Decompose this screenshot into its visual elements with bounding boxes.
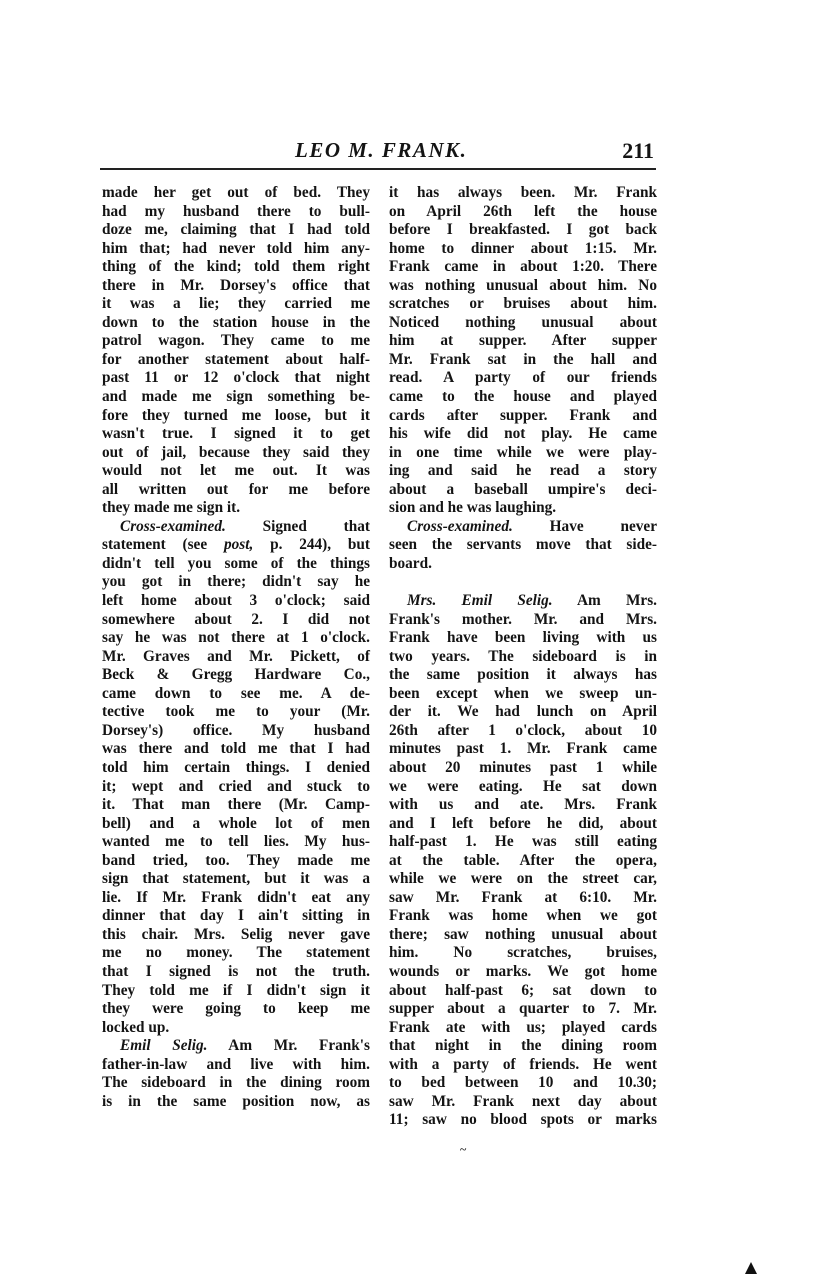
text-line	[389, 796, 657, 815]
line-text: the same position it always has	[389, 666, 657, 684]
text-line	[102, 388, 370, 407]
text-line	[102, 462, 370, 481]
text-line	[102, 499, 370, 518]
text-line	[102, 944, 370, 963]
text-line	[102, 740, 370, 759]
text-line	[389, 870, 657, 889]
text-line	[102, 963, 370, 982]
text-line	[389, 944, 657, 963]
text-line	[389, 277, 657, 296]
left-column	[102, 184, 370, 1111]
line-text: wanted me to tell lies. My hus-	[102, 833, 370, 851]
line-text: on April 26th left the house	[389, 202, 657, 220]
line-text: saw Mr. Frank next day about	[389, 1092, 657, 1110]
text-line	[389, 555, 657, 574]
line-text: fore they turned me loose, but it	[102, 406, 370, 424]
line-text: while we were on the street car,	[389, 870, 657, 888]
line-prefix: statement (see	[102, 536, 224, 554]
text-line	[102, 221, 370, 240]
text-line	[102, 444, 370, 463]
text-line	[102, 1074, 370, 1093]
text-line	[389, 592, 657, 611]
text-line	[389, 1056, 657, 1075]
line-text: is in the same position now, as	[102, 1092, 370, 1110]
text-line	[389, 444, 657, 463]
line-text: wounds or marks. We got home	[389, 962, 657, 980]
line-text: saw Mr. Frank at 6:10. Mr.	[389, 888, 657, 906]
text-line	[102, 295, 370, 314]
text-line	[102, 870, 370, 889]
line-text: about half-past 6; sat down to	[389, 981, 657, 999]
text-line	[389, 740, 657, 759]
text-line	[389, 611, 657, 630]
line-text: ing and said he read a story	[389, 462, 657, 480]
line-text: his wife did not play. He came	[389, 425, 657, 443]
line-text: Frank ate with us; played cards	[389, 1018, 657, 1036]
text-line	[102, 555, 370, 574]
text-line	[389, 462, 657, 481]
italic-lead: Mrs. Emil Selig.	[407, 592, 553, 610]
line-text: Mr. Frank sat in the hall and	[389, 350, 657, 368]
line-text: that night in the dining room	[389, 1037, 657, 1055]
line-text: made her get out of bed. They	[102, 184, 370, 201]
line-text: board.	[389, 554, 432, 572]
line-text: to bed between 10 and 10.30;	[389, 1074, 657, 1092]
text-line	[102, 759, 370, 778]
text-line	[389, 221, 657, 240]
line-text: for another statement about half-	[102, 350, 370, 368]
header-rule	[100, 168, 656, 170]
text-line	[389, 369, 657, 388]
line-text: left home about 3 o'clock; said	[102, 592, 370, 610]
text-line	[389, 518, 657, 537]
italic-lead: Cross-examined.	[120, 517, 226, 535]
footer-mark: ~	[460, 1142, 467, 1156]
text-line	[389, 982, 657, 1001]
text-line	[102, 907, 370, 926]
line-text: seen the servants move that side-	[389, 536, 657, 554]
line-text: They told me if I didn't sign it	[102, 981, 370, 999]
line-text: say he was not there at 1 o'clock.	[102, 629, 370, 647]
line-text: there; saw nothing unusual about	[389, 925, 657, 943]
line-text: it has always been. Mr. Frank	[389, 184, 657, 201]
line-text: sion and he was laughing.	[389, 499, 557, 517]
line-text: wasn't true. I signed it to get	[102, 425, 370, 443]
text-line	[389, 1093, 657, 1112]
page-number: 211	[622, 138, 654, 163]
line-text: down to the station house in the	[102, 313, 370, 331]
line-text: Frank was home when we got	[389, 907, 657, 925]
line-text: told him certain things. I denied	[102, 758, 370, 776]
text-line	[389, 184, 657, 203]
text-line	[389, 573, 657, 592]
text-line	[389, 258, 657, 277]
text-line	[389, 907, 657, 926]
text-line	[389, 332, 657, 351]
text-line	[389, 703, 657, 722]
line-text: they made me sign it.	[102, 499, 241, 517]
line-text: was there and told me that I had	[102, 740, 370, 758]
text-line	[389, 388, 657, 407]
italic-lead: Cross-examined.	[407, 517, 513, 535]
text-line	[389, 722, 657, 741]
text-line	[102, 1019, 370, 1038]
line-text: Noticed nothing unusual about	[389, 313, 657, 331]
line-text: half-past 1. He was still eating	[389, 833, 657, 851]
line-text: bell) and a whole lot of men	[102, 814, 370, 832]
text-line	[389, 852, 657, 871]
line-text: and I left before he did, about	[389, 814, 657, 832]
line-text: thing of the kind; told them right	[102, 258, 370, 276]
line-text: Dorsey's) office. My husband	[102, 721, 370, 739]
text-line	[102, 314, 370, 333]
line-text: lie. If Mr. Frank didn't eat any	[102, 888, 370, 906]
line-text: supper about a quarter to 7. Mr.	[389, 1000, 657, 1018]
line-text: him. No scratches, bruises,	[389, 944, 657, 962]
text-line	[102, 629, 370, 648]
line-text: read. A party of our friends	[389, 369, 657, 387]
line-text: me no money. The statement	[102, 944, 370, 962]
text-line	[102, 407, 370, 426]
line-text: Beck & Gregg Hardware Co.,	[102, 666, 370, 684]
text-line	[389, 759, 657, 778]
line-text: doze me, claiming that I had told	[102, 221, 370, 239]
line-text: we were eating. He sat down	[389, 777, 657, 795]
line-text: at the table. After the opera,	[389, 851, 657, 869]
text-line	[389, 815, 657, 834]
text-line	[102, 722, 370, 741]
text-line	[102, 592, 370, 611]
line-text: it; wept and cried and stuck to	[102, 777, 370, 795]
text-line	[102, 1037, 370, 1056]
line-text: dinner that day I ain't sitting in	[102, 907, 370, 925]
text-line	[389, 629, 657, 648]
line-text: cards after supper. Frank and	[389, 406, 657, 424]
line-text: 26th after 1 o'clock, about 10	[389, 721, 657, 739]
text-line	[102, 425, 370, 444]
line-text: Frank have been living with us	[389, 629, 657, 647]
text-line	[102, 277, 370, 296]
text-line	[102, 1056, 370, 1075]
text-line	[389, 1000, 657, 1019]
text-line	[102, 1093, 370, 1112]
line-text: der it. We had lunch on April	[389, 703, 657, 721]
text-line	[389, 889, 657, 908]
line-text: patrol wagon. They came to me	[102, 332, 370, 350]
text-line	[389, 963, 657, 982]
line-text: Am Mr. Frank's	[207, 1037, 370, 1055]
line-text: this chair. Mrs. Selig never gave	[102, 925, 370, 943]
text-line	[389, 407, 657, 426]
text-line	[102, 815, 370, 834]
line-text: scratches or bruises about him.	[389, 295, 657, 313]
line-text: came down to see me. A de-	[102, 684, 370, 702]
line-text: p. 244), but	[253, 536, 370, 554]
text-line	[102, 778, 370, 797]
text-line	[389, 481, 657, 500]
text-line	[102, 685, 370, 704]
text-line	[389, 685, 657, 704]
line-text: him that; had never told him any-	[102, 239, 370, 257]
text-line	[389, 351, 657, 370]
line-text: sign that statement, but it was a	[102, 870, 370, 888]
text-line	[102, 852, 370, 871]
text-line	[102, 351, 370, 370]
line-text: Signed that	[225, 517, 370, 535]
text-line	[102, 889, 370, 908]
line-text: past 11 or 12 o'clock that night	[102, 369, 370, 387]
text-line	[102, 203, 370, 222]
line-text: didn't tell you some of the things	[102, 554, 370, 572]
text-line	[389, 833, 657, 852]
text-line	[102, 648, 370, 667]
text-line	[389, 240, 657, 259]
text-line	[389, 778, 657, 797]
line-text: would not let me out. It was	[102, 462, 370, 480]
italic-lead: Emil Selig.	[120, 1037, 208, 1055]
line-text: tective took me to your (Mr.	[102, 703, 370, 721]
text-line	[102, 1000, 370, 1019]
line-text: there in Mr. Dorsey's office that	[102, 276, 370, 294]
line-text: home to dinner about 1:15. Mr.	[389, 239, 657, 257]
line-text: him at supper. After supper	[389, 332, 657, 350]
line-text: about 20 minutes past 1 while	[389, 758, 657, 776]
text-line	[389, 926, 657, 945]
line-text: had my husband there to bull-	[102, 202, 370, 220]
text-line	[389, 425, 657, 444]
text-line	[102, 184, 370, 203]
line-text: Mr. Graves and Mr. Pickett, of	[102, 647, 370, 665]
line-text: was nothing unusual about him. No	[389, 276, 657, 294]
right-column	[389, 184, 657, 1130]
line-text: in one time while we were play-	[389, 443, 657, 461]
line-text: all written out for me before	[102, 480, 370, 498]
text-line	[102, 369, 370, 388]
line-text: been except when we sweep un-	[389, 684, 657, 702]
italic-lead: post,	[223, 536, 254, 554]
text-line	[389, 1019, 657, 1038]
line-text: and made me sign something be-	[102, 388, 370, 406]
text-line	[389, 648, 657, 667]
line-text: about a baseball umpire's deci-	[389, 480, 657, 498]
text-line	[389, 666, 657, 685]
text-line	[102, 926, 370, 945]
text-line	[102, 833, 370, 852]
line-text: with a party of friends. He went	[389, 1055, 657, 1073]
line-text: father-in-law and live with him.	[102, 1055, 370, 1073]
line-text: The sideboard in the dining room	[102, 1074, 370, 1092]
text-line	[102, 332, 370, 351]
text-line	[389, 295, 657, 314]
text-line	[102, 703, 370, 722]
text-line	[102, 982, 370, 1001]
text-line	[102, 240, 370, 259]
running-title: LEO M. FRANK.	[295, 138, 468, 162]
running-head	[100, 138, 656, 168]
line-text: locked up.	[102, 1018, 170, 1036]
line-text: Frank came in about 1:20. There	[389, 258, 657, 276]
text-line	[102, 573, 370, 592]
line-text: minutes past 1. Mr. Frank came	[389, 740, 657, 758]
text-line	[102, 666, 370, 685]
text-line	[102, 481, 370, 500]
text-line	[389, 499, 657, 518]
text-line	[389, 1111, 657, 1130]
text-line	[102, 518, 370, 537]
text-line	[102, 536, 370, 555]
line-text: that I signed is not the truth.	[102, 962, 370, 980]
line-text: somewhere about 2. I did not	[102, 610, 370, 628]
text-line	[389, 314, 657, 333]
text-line	[389, 203, 657, 222]
line-text: Have never	[512, 517, 657, 535]
line-text: before I breakfasted. I got back	[389, 221, 657, 239]
text-line	[102, 258, 370, 277]
text-line	[102, 796, 370, 815]
line-text: came to the house and played	[389, 388, 657, 406]
text-line	[389, 536, 657, 555]
line-text: it was a lie; they carried me	[102, 295, 370, 313]
text-line	[102, 611, 370, 630]
line-text: it. That man there (Mr. Camp-	[102, 796, 370, 814]
line-text: Frank's mother. Mr. and Mrs.	[389, 610, 657, 628]
corner-mark	[745, 1262, 757, 1274]
text-line	[389, 1074, 657, 1093]
line-text: out of jail, because they said they	[102, 443, 370, 461]
line-text: 11; saw no blood spots or marks	[389, 1111, 657, 1129]
line-text: with us and ate. Mrs. Frank	[389, 796, 657, 814]
line-text: band tried, too. They made me	[102, 851, 370, 869]
text-line	[389, 1037, 657, 1056]
line-text: two years. The sideboard is in	[389, 647, 657, 665]
line-text: Am Mrs.	[552, 592, 657, 610]
line-text: you got in there; didn't say he	[102, 573, 370, 591]
line-text: they were going to keep me	[102, 1000, 370, 1018]
